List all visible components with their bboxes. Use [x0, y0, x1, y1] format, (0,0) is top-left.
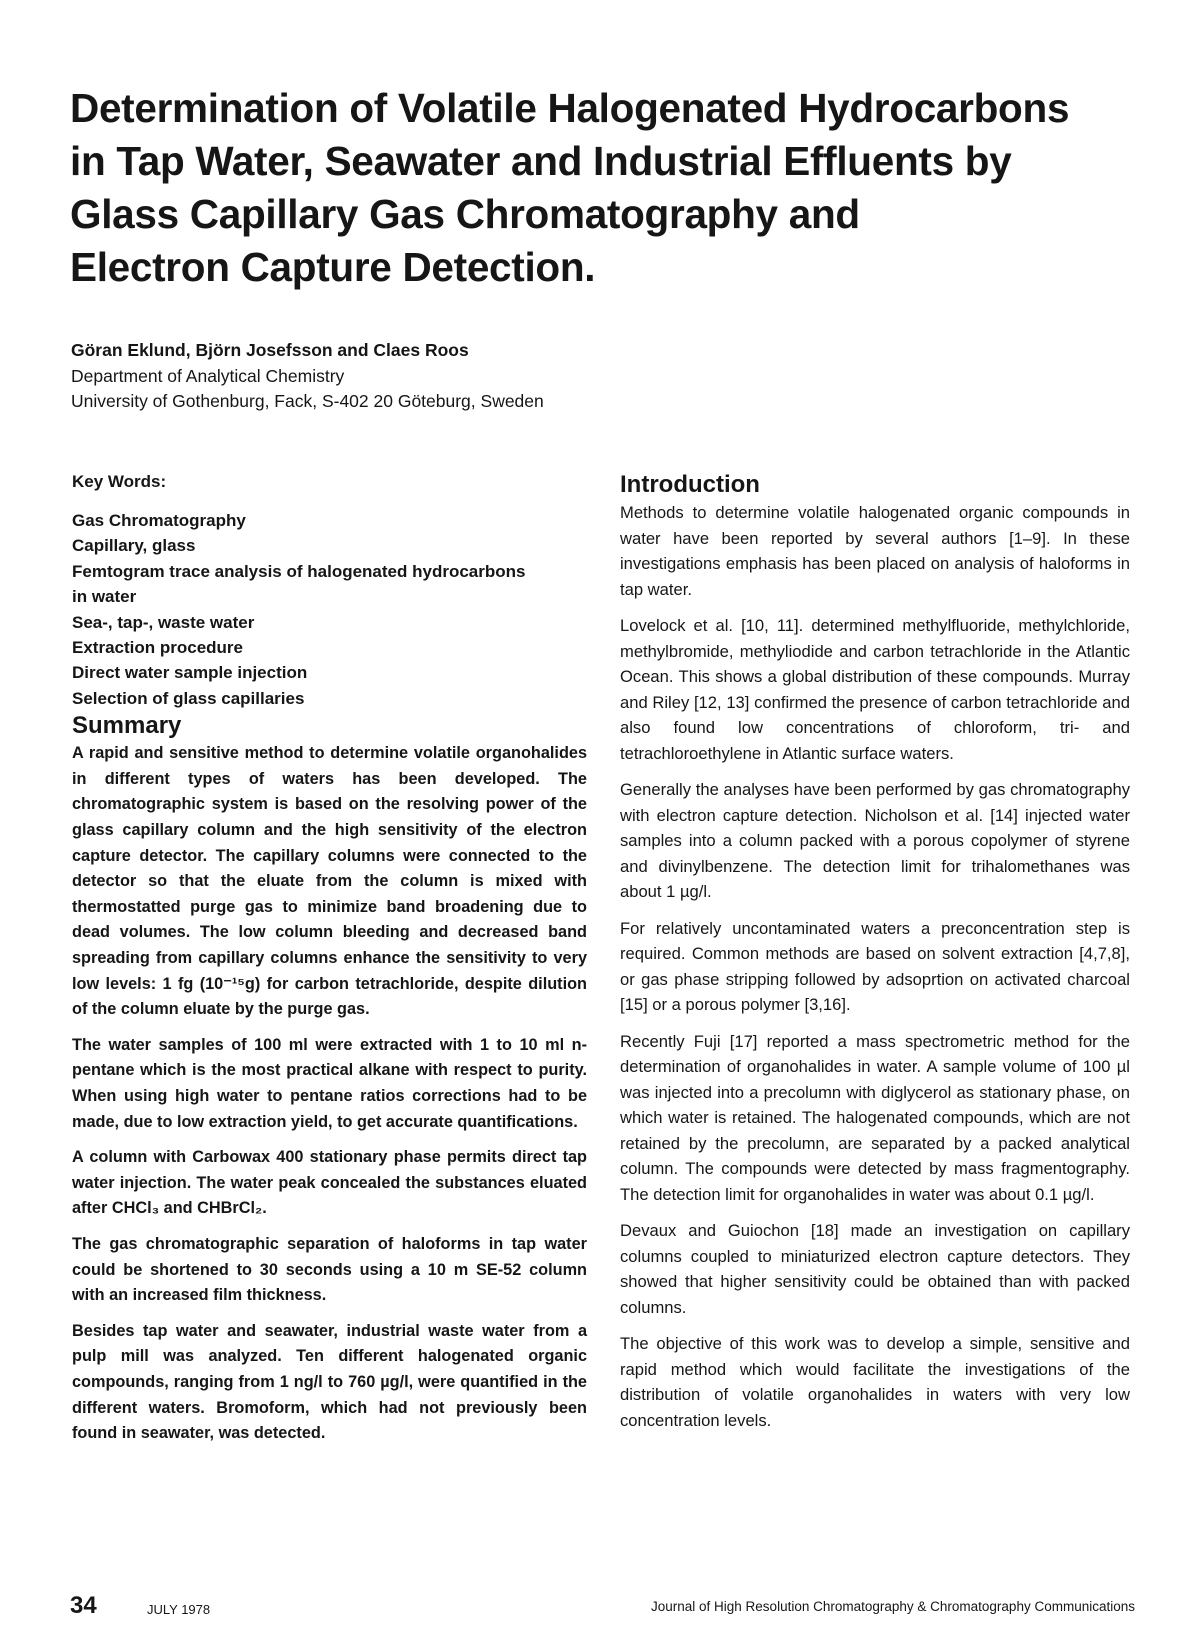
title-line: Glass Capillary Gas Chromatography and — [70, 191, 860, 237]
introduction-paragraph: For relatively uncontaminated waters a preconcentration step is required. Common methods are based on solvent extraction [4,7,8], or gas phase stripping followed by adsoprtion on activated charcoal [15] or a porous polymer [3,16]. — [620, 918, 1130, 1014]
keyword-item: Selection of glass capillaries — [72, 688, 305, 708]
summary-paragraph: The water samples of 100 ml were extracted with 1 to 10 ml n-pentane which is the most practical alkane with respect to purity. When using high water to pentane ratios corrections had to be made, due to low extraction yield, to get accurate quantifications. — [72, 1035, 587, 1131]
keyword-item: Extraction procedure — [72, 638, 243, 658]
right-column — [620, 470, 1130, 1444]
title-line: in Tap Water, Seawater and Industrial Effluents by — [70, 138, 1012, 184]
issue-date: JULY 1978 — [147, 1602, 211, 1617]
introduction-paragraph: Devaux and Guiochon [18] made an investigation on capillary columns coupled to miniaturized electron capture detectors. They showed that higher sensitivity could be obtained than with packed columns. — [620, 1221, 1130, 1317]
summary-heading: Summary — [72, 712, 182, 740]
introduction-paragraph: The objective of this work was to develop a simple, sensitive and rapid method which would facilitate the investigations of the distribution of volatile organohalides in waters with very low concentration levels. — [620, 1334, 1130, 1430]
keyword-item: Capillary, glass — [72, 536, 196, 556]
title-line: Determination of Volatile Halogenated Hydrocarbons — [70, 85, 1070, 131]
left-column — [72, 470, 587, 1457]
author-names: Göran Eklund, Björn Josefsson and Claes Roos — [71, 340, 469, 360]
keyword-item: Direct water sample injection — [72, 663, 308, 683]
introduction-paragraph: Lovelock et al. [10, 11]. determined methylfluoride, methylchloride, methylbromide, methyliodide and carbon tetrachloride in the Atlantic Ocean. This shows a global distribution of these compounds. Murray and Riley [12, 13] confirmed the presence of carbon tetrachloride and also found low concentrations of chloroform, tri- and tetrachloroethylene in Atlantic surface waters. — [620, 616, 1130, 763]
journal-name: Journal of High Resolution Chromatography & Chromatography Communications — [651, 1599, 1135, 1614]
introduction-paragraph: Recently Fuji [17] reported a mass spectrometric method for the determination of organohalides in water. A sample volume of 100 µl was injected into a precolumn with diglycerol as stationary phase, on which water is retained. The halogenated compounds, which are not retained by the precolumn, are separated by a packed analytical column. The compounds were detected by mass fragmentography. The detection limit for organohalides in water was about 0.1 µg/l. — [620, 1031, 1130, 1204]
keyword-item: Sea-, tap-, waste water — [72, 612, 255, 632]
author-block — [71, 338, 544, 415]
introduction-paragraph: Generally the analyses have been performed by gas chromatography with electron capture detection. Nicholson et al. [14] injected water samples into a column packed with a porous copolymer of styrene and divinylbenzene. The detection limit for trihalomethanes was about 1 µg/l. — [620, 780, 1130, 901]
author-department: Department of Analytical Chemistry — [71, 365, 345, 386]
keyword-item: in water — [72, 587, 137, 607]
summary-paragraph: A column with Carbowax 400 stationary phase permits direct tap water injection. The water peak concealed the substances eluated after CHCl₃ and CHBrCl₂. — [72, 1148, 587, 1218]
summary-paragraph: A rapid and sensitive method to determine volatile organohalides in different types of waters has been developed. The chromatographic system is based on the resolving power of the glass capillary column and the high sensitivity of the electron capture detector. The capillary columns were connected to the detector so that the eluate from the column is mixed with thermostatted purge gas to minimize band broadening due to dead volumes. The low column bleeding and decreased band spreading from capillary columns enhance the sensitivity to very low levels: 1 fg (10⁻¹⁵g) for carbon tetrachloride, despite dilution of the column eluate by the purge gas. — [72, 744, 587, 1019]
summary-paragraph: The gas chromatographic separation of haloforms in tap water could be shortened to 30 seconds using a 10 m SE-52 column with an increased film thickness. — [72, 1234, 587, 1305]
keyword-item: Femtogram trace analysis of halogenated hydrocarbons — [72, 561, 526, 581]
introduction-heading: Introduction — [620, 471, 760, 498]
title-line: Electron Capture Detection. — [70, 244, 596, 290]
paper-title — [70, 82, 1150, 294]
author-address: University of Gothenburg, Fack, S-402 20 Göteburg, Sweden — [71, 391, 544, 411]
keywords-list — [72, 508, 587, 711]
summary-paragraph: Besides tap water and seawater, industrial waste water from a pulp mill was analyzed. Ten different halogenated organic compounds, ranging from 1 ng/l to 760 µg/l, were quantified in the different waters. Bromoform, which had not previously been found in seawater, was detected. — [72, 1321, 587, 1443]
keywords-heading: Key Words: — [72, 472, 167, 491]
introduction-paragraph: Methods to determine volatile halogenated organic compounds in water have been reported by several authors [1–9]. In these investigations emphasis has been placed on analysis of haloforms in tap water. — [620, 503, 1130, 599]
page-footer — [70, 1592, 1135, 1622]
keyword-item: Gas Chromatography — [72, 511, 246, 530]
page-number: 34 — [70, 1592, 97, 1619]
